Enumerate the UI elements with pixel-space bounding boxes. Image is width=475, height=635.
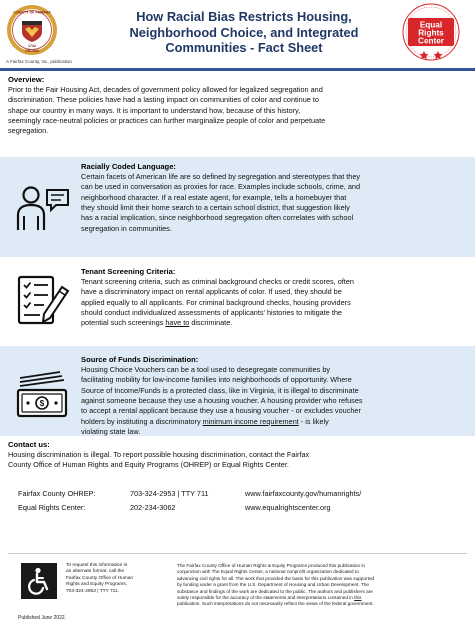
person-speech-icon	[14, 182, 72, 240]
disclaimer-line: conjunction with The Equal Rights Center, a national nonprofit organization dedicated to	[177, 569, 359, 575]
published-date: Published June 2022.	[18, 615, 67, 621]
erc-logo-line: Center	[418, 36, 444, 46]
section-line: should conduct individualized assessments of applicants' histories to mitigate the	[81, 308, 342, 318]
contact-title: Contact us:	[8, 440, 50, 449]
source-of-funds-body	[81, 365, 467, 437]
overview-title: Overview:	[8, 75, 45, 84]
wheelchair-accessibility-icon	[21, 563, 57, 599]
section-text: - is likely	[298, 416, 329, 426]
svg-text:$: $	[39, 399, 45, 408]
coded-language-body	[81, 172, 467, 234]
title-line: Communities - Fact Sheet	[165, 40, 323, 55]
fairfax-county-seal-icon	[6, 4, 58, 56]
disclaimer-line: advancing civil rights for all. The work that provided the basis for this publication was supported	[177, 575, 375, 581]
section-text: potential such screenings	[81, 318, 166, 328]
tenant-screening-body	[81, 277, 467, 329]
note-line: an alternate format, call the	[66, 569, 125, 575]
footer-divider	[8, 553, 467, 554]
erc-logo-line: Rights	[418, 28, 444, 38]
page-header	[0, 0, 475, 68]
section-line: to accept a rental applicant because they use a housing voucher - or excludes voucher	[81, 406, 361, 416]
seal-text-top: COUNTY OF FAIRFAX	[13, 10, 51, 15]
source-of-funds-title: Source of Funds Discrimination:	[81, 355, 199, 364]
coded-language-section	[81, 162, 467, 234]
section-line	[81, 417, 467, 427]
disclaimer-text: solely responsible for the accuracy of the statements and interpretations contained in	[177, 595, 355, 601]
note-line: 703-324-2953 | TTY 711.	[66, 588, 119, 594]
money-stack-icon	[14, 368, 72, 426]
disclaimer-line: publication. Such interpretations do not necessarily reflect the views of the federal government.	[177, 601, 374, 607]
overview-line: discrimination. These policies have had a lasting impact on communities of color and continue to	[8, 95, 319, 105]
source-of-funds-section	[81, 355, 467, 437]
contact-section	[8, 440, 468, 471]
section-line: they should limit their home search to a certain school district, that suggestion likely	[81, 203, 350, 213]
section-line: neighborhood character. If a real estate agent, for example, tells a homebuyer that	[81, 192, 347, 202]
note-line: Fairfax County Office of Human	[66, 575, 134, 581]
overview-line: seemingly race-neutral policies or practices can further marginalize people of color and perpetuate	[8, 116, 326, 126]
seal-caption: A Fairfax County, Va., publication	[6, 59, 72, 64]
alternate-format-note	[66, 563, 164, 595]
overview-line: segregation.	[8, 126, 49, 136]
contact-line: Housing discrimination is illegal. To report possible housing discrimination, contact the Fairfax	[8, 450, 310, 459]
overview-line: shape our country in many ways. It is important to understand how, because of this history,	[8, 105, 301, 115]
section-text: holders by instituting a discriminatory	[81, 416, 203, 426]
section-line: Source of Income/Funds is a protected class, like in Virginia, it is illegal to discriminate	[81, 385, 359, 395]
erc-website-link[interactable]: www.equalrightscenter.org	[245, 503, 331, 512]
ohrep-org: Fairfax County OHREP:	[18, 489, 96, 498]
tenant-screening-title: Tenant Screening Criteria:	[81, 267, 176, 276]
ohrep-website-link[interactable]: www.fairfaxcounty.gov/humanrights/	[245, 489, 362, 498]
note-line: Rights and Equity Programs,	[66, 582, 128, 588]
section-line: has a racial implication, since neighborhood segregation often correlates with school	[81, 213, 354, 223]
title-line: How Racial Bias Restricts Housing,	[136, 9, 352, 24]
contact-body	[8, 450, 468, 471]
funding-disclaimer	[177, 563, 467, 608]
section-line: against someone because they use a housing voucher. A housing provider who refuses	[81, 396, 363, 406]
section-line: have a discriminatory impact on rental applicants of color. If used, they should be	[81, 287, 342, 297]
section-text: discriminate.	[189, 318, 233, 328]
section-line: Housing Choice Vouchers can be a tool used to desegregate communities by	[81, 365, 331, 374]
title-line: Neighborhood Choice, and Integrated	[129, 24, 359, 40]
section-line: can be used in conversation as proxies for race. Examples include schools, crime, and	[81, 182, 361, 192]
disclaimer-line: substance and findings of the work are dedicated to the public. The authors and publishers are	[177, 588, 373, 594]
page-title	[100, 9, 388, 56]
erc-org: Equal Rights Center:	[18, 503, 86, 512]
section-line	[81, 318, 467, 328]
overview-line: Prior to the Fair Housing Act, decades of government policy allowed for legalized segregation and	[8, 85, 323, 94]
disclaimer-line: by funding under a grant from the U.S. Department of Housing and Urban Development. The	[177, 582, 369, 588]
disclaimer-line: The Fairfax County Office of Human Rights & Equity Programs produced this publication in	[177, 563, 366, 568]
tenant-screening-section	[81, 267, 467, 329]
seal-text-year: 1742	[28, 44, 36, 48]
equal-rights-center-logo-icon	[402, 3, 460, 61]
note-line: To request this information in	[66, 563, 128, 568]
ohrep-phone[interactable]: 703-324-2953 | TTY 711	[130, 489, 209, 498]
overview-section	[8, 75, 468, 137]
checklist-pen-icon	[14, 273, 72, 331]
section-line: Tenant screening criteria, such as criminal background checks or credit scores, often	[81, 277, 354, 286]
coded-language-title: Racially Coded Language:	[81, 162, 176, 171]
seal-text-bottom: VIRGINIA	[24, 49, 40, 53]
section-line: Certain facets of American life are so defined by segregation and stereotypes that they	[81, 172, 361, 181]
underlined-text: have to	[165, 318, 190, 328]
erc-phone[interactable]: 202-234-3062	[130, 503, 176, 512]
overview-body	[8, 85, 468, 137]
underlined-text: this	[354, 595, 362, 601]
section-line: applied equally to all applicants. For criminal background checks, housing providers	[81, 297, 351, 307]
underlined-text: minimum income requirement	[202, 416, 299, 426]
contact-line: County Office of Human Rights and Equity Programs (OHREP) or Equal Rights Center.	[8, 460, 289, 470]
erc-logo-line: Equal	[419, 20, 443, 30]
section-line: violating state law.	[81, 427, 141, 437]
section-line: facilitating mobility for low-income families into neighborhoods of opportunity. Where	[81, 375, 352, 385]
section-line: segregation in communities.	[81, 223, 172, 233]
